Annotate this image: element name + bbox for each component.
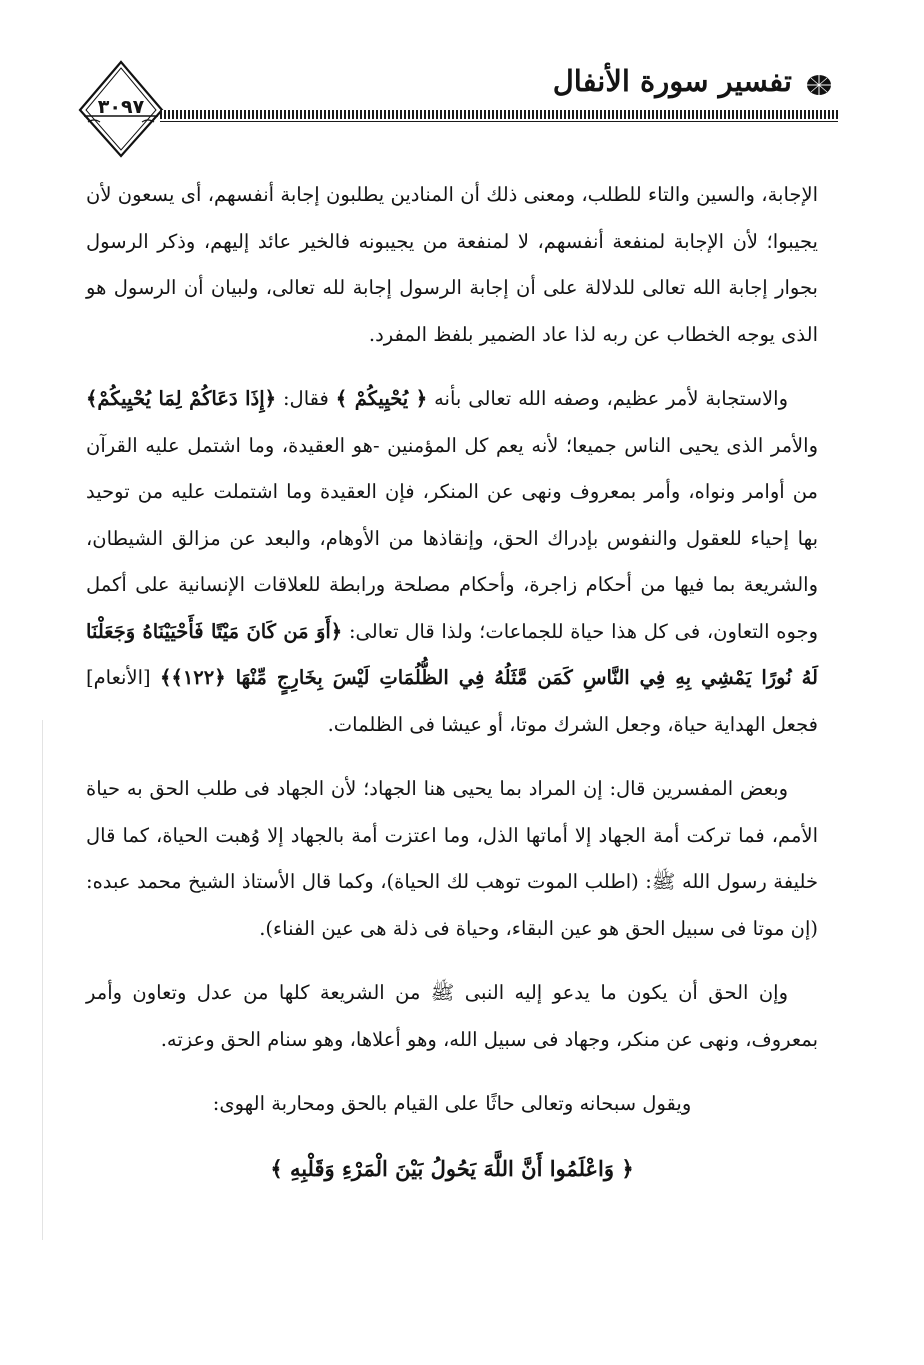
paragraph-3: [86, 766, 818, 952]
header-rule: [160, 110, 838, 119]
paragraph-3-text: وبعض المفسرين قال: إن المراد بما يحيى هنا الجهاد؛ لأن الجهاد فى طلب الحق به حياة الأمم، فما تركت أمة الجهاد إلا أماتها الذل، وما اعتزت أمة بالجهاد إلا وُهبت الحياة، كما قال خليفة رسول الله ﷺ: (اطلب الموت توهب لك الحياة)، وكما قال الأستاذ الشيخ محمد عبده: (إن موتا فى سبيل الحق هو عين البقاء، وحياة فى ذلة هى عين الفناء).: [86, 777, 818, 940]
quran-quote-2: ﴿إِذَا دَعَاكُمْ لِمَا يُحْيِيكُمْ﴾: [86, 387, 277, 410]
quran-quote-1: ﴿ يُحْيِيكُمْ ﴾: [335, 387, 428, 410]
title-ornament-icon: [804, 72, 834, 98]
header-rule-line: [160, 121, 838, 122]
quran-quote-3: ﴿أَوَ مَن كَانَ مَيْتًا فَأَحْيَيْنَاهُ وَجَعَلْنَا لَهُ نُورًا يَمْشِي بِهِ فِي النَّاسِ كَمَن مَّثَلُهُ فِي الظُّلُمَاتِ لَيْسَ بِخَارِجٍ مِّنْهَا ﴿١٢٢﴾﴾: [86, 619, 818, 689]
paragraph-4-text: وإن الحق أن يكون ما يدعو إليه النبى ﷺ من الشريعة كلها من عدل وتعاون وأمر بمعروف، ونهى عن منكر، وجهاد فى سبيل الله، وهو أعلاها، وهو سنام الحق وعزته.: [86, 981, 818, 1051]
paragraph-2-text-d: [الأنعام] فجعل الهداية حياة، وجعل الشرك موتا، أو عيشا فى الظلمات.: [86, 666, 818, 736]
paragraph-1: [86, 172, 818, 358]
verse-line: ﴿ وَاعْلَمُوا أَنَّ اللَّهَ يَحُولُ بَيْنَ الْمَرْءِ وَقَلْبِهِ ﴾: [270, 1155, 634, 1181]
page-header: [78, 58, 838, 158]
scan-margin-line: [42, 720, 43, 1240]
paragraph-4: [86, 970, 818, 1063]
paragraph-2-text-a: والاستجابة لأمر عظيم، وصفه الله تعالى بأنه: [427, 387, 788, 410]
body-text: [86, 172, 818, 1210]
paragraph-2-text-c: والأمر الذى يحيى الناس جميعا؛ لأنه يعم كل المؤمنين -هو العقيدة، وما اشتمل عليه القرآن من أوامر ونواه، وأمر بمعروف ونهى عن المنكر، فإن العقيدة وما اشتملت عليه من توحيد بها إحياء للعقول والنفوس بإدراك الحق، وإنقاذها من الأوهام، والبعد عن مزالق الشيطان، والشريعة بما فيها من أحكام زاجرة، وأحكام مصلحة ورابطة للعلاقات الإنسانية على أكمل وجوه التعاون، فى كل هذا حياة للجماعات؛ ولذا قال تعالى:: [86, 433, 819, 643]
page-number: ٣٠٩٧: [97, 96, 145, 118]
intro-line: ويقول سبحانه وتعالى حاثًا على القيام بالحق ومحاربة الهوى:: [212, 1092, 692, 1115]
paragraph-1-text: الإجابة، والسين والتاء للطلب، ومعنى ذلك أن المنادين يطلبون إجابة أنفسهم، أى يسعون لأن يجيبوا؛ لأن الإجابة لمنفعة أنفسهم، لا لمنفعة من يجيبونه فالخير عائد إليهم، وذكر الرسول بجوار إجابة الله تعالى للدلالة على أن إجابة الرسول إجابة لله تعالى، ولبيان أن الرسول هو الذى يوجه الخطاب عن ربه لذا عاد الضمير بلفظ المفرد.: [86, 183, 818, 346]
paragraph-2: [86, 376, 818, 748]
running-title: تفسير سورة الأنفال: [552, 64, 792, 98]
paragraph-2-text-b: فقال:: [276, 387, 336, 410]
